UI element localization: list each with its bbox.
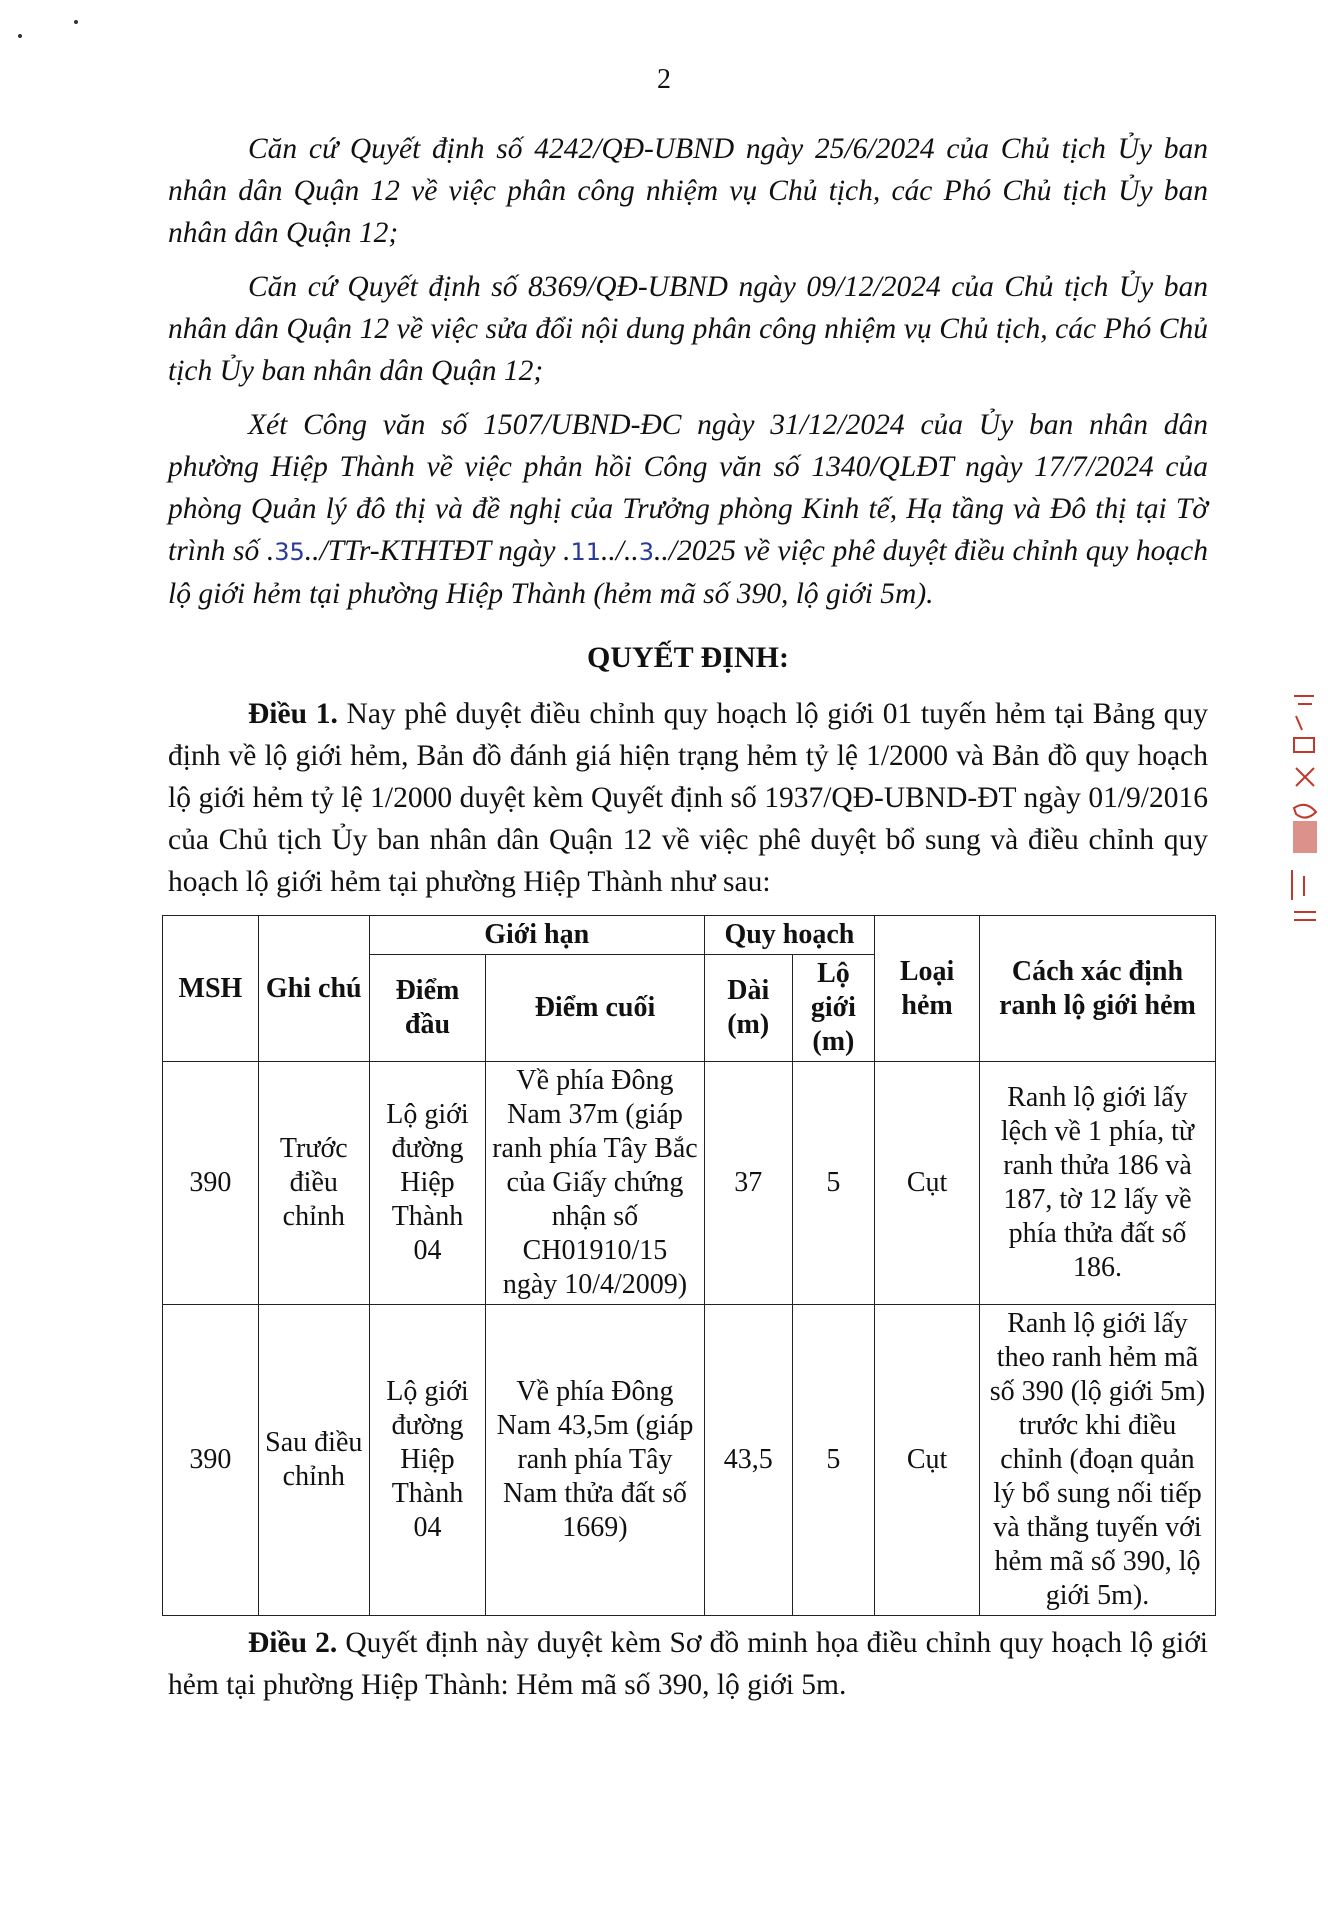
- article-1-label: Điều 1.: [248, 698, 338, 730]
- cell-length: 43,5: [704, 1305, 792, 1616]
- consideration-paragraph: Xét Công văn số 1507/UBND-ĐC ngày 31/12/2024 của Ủy ban nhân dân phường Hiệp Thành về việc phản hồi Công văn số 1340/QLĐT ngày 17/7/2024 của phòng Quản lý đô thị và đề nghị của Trưởng phòng Kinh tế, Hạ tầng và Đô thị tại Tờ trình số .35../TTr-KTHTĐT ngày .11../..3../2025 về việc phê duyệt điều chỉnh quy hoạch lộ giới hẻm tại phường Hiệp Thành (hẻm mã số 390, lộ giới 5m).: [168, 409, 1208, 610]
- cell-length: 37: [704, 1062, 792, 1305]
- cell-method: Ranh lộ giới lấy lệch về 1 phía, từ ranh thửa 186 và 187, tờ 12 lấy về phía thửa đất số 186.: [979, 1062, 1215, 1305]
- cell-end: Về phía Đông Nam 37m (giáp ranh phía Tây Bắc của Giấy chứng nhận số CH01910/15 ngày 10/4/2009): [486, 1062, 705, 1305]
- alley-planning-table: [162, 915, 1216, 1616]
- header-method: Cách xác định ranh lộ giới hẻm: [979, 916, 1215, 1062]
- article-2: [168, 1622, 1208, 1706]
- cell-width: 5: [792, 1305, 874, 1616]
- article-1: [168, 693, 1208, 903]
- header-type: Loại hẻm: [875, 916, 980, 1062]
- table-row: [163, 1062, 1216, 1305]
- cell-start: Lộ giới đường Hiệp Thành 04: [369, 1062, 485, 1305]
- cell-msh: 390: [163, 1062, 259, 1305]
- article-1-text: Nay phê duyệt điều chỉnh quy hoạch lộ giới 01 tuyến hẻm tại Bảng quy định về lộ giới hẻm, Bản đồ đánh giá hiện trạng hẻm tỷ lệ 1/2000 và Bản đồ quy hoạch lộ giới hẻm tỷ lệ 1/2000 duyệt kèm Quyết định số 1937/QĐ-UBND-ĐT ngày 01/9/2016 của Chủ tịch Ủy ban nhân dân Quận 12 về việc phê duyệt bổ sung và điều chỉnh quy hoạch lộ giới hẻm tại phường Hiệp Thành như sau:: [168, 698, 1209, 898]
- scan-speck: [18, 34, 22, 38]
- header-msh: MSH: [163, 916, 259, 1062]
- header-start: Điểm đầu: [369, 955, 485, 1062]
- handwritten-day: 11: [570, 538, 602, 566]
- header-plan-group: Quy hoạch: [704, 916, 874, 955]
- decision-heading: QUYẾT ĐỊNH:: [587, 641, 789, 674]
- cell-method: Ranh lộ giới lấy theo ranh hẻm mã số 390 (lộ giới 5m) trước khi điều chỉnh (đoạn quản lý bổ sung nối tiếp và thẳng tuyến với hẻm mã số 390, lộ giới 5m).: [979, 1305, 1215, 1616]
- cell-type: Cụt: [875, 1305, 980, 1616]
- header-length: Dài (m): [704, 955, 792, 1062]
- header-limit-group: Giới hạn: [369, 916, 704, 955]
- handwritten-document-number: 35: [274, 538, 305, 566]
- cell-width: 5: [792, 1062, 874, 1305]
- margin-seal-stamp: [1288, 690, 1322, 930]
- page-number: 2: [657, 64, 671, 95]
- legal-basis-paragraph-2: Căn cứ Quyết định số 8369/QĐ-UBND ngày 09/12/2024 của Chủ tịch Ủy ban nhân dân Quận 12 về việc sửa đổi nội dung phân công nhiệm vụ Chủ tịch, các Phó Chủ tịch Ủy ban nhân dân Quận 12;: [168, 271, 1208, 387]
- cell-type: Cụt: [875, 1062, 980, 1305]
- header-note: Ghi chú: [258, 916, 369, 1062]
- cell-note: Trước điều chỉnh: [258, 1062, 369, 1305]
- cell-start: Lộ giới đường Hiệp Thành 04: [369, 1305, 485, 1616]
- cell-msh: 390: [163, 1305, 259, 1616]
- document-body: [168, 128, 1208, 1718]
- scan-speck: [74, 20, 78, 24]
- article-2-label: Điều 2.: [248, 1627, 338, 1659]
- legal-basis-paragraph-1: Căn cứ Quyết định số 4242/QĐ-UBND ngày 25/6/2024 của Chủ tịch Ủy ban nhân dân Quận 12 về việc phân công nhiệm vụ Chủ tịch, các Phó Chủ tịch Ủy ban nhân dân Quận 12;: [168, 133, 1208, 249]
- header-end: Điểm cuối: [486, 955, 705, 1062]
- header-width: Lộ giới (m): [792, 955, 874, 1062]
- article-2-text: Quyết định này duyệt kèm Sơ đồ minh họa điều chỉnh quy hoạch lộ giới hẻm tại phường Hiệp Thành: Hẻm mã số 390, lộ giới 5m.: [168, 1627, 1208, 1701]
- handwritten-month: 3: [638, 538, 655, 566]
- table-row: [163, 1305, 1216, 1616]
- cell-end: Về phía Đông Nam 43,5m (giáp ranh phía Tây Nam thửa đất số 1669): [486, 1305, 705, 1616]
- cell-note: Sau điều chỉnh: [258, 1305, 369, 1616]
